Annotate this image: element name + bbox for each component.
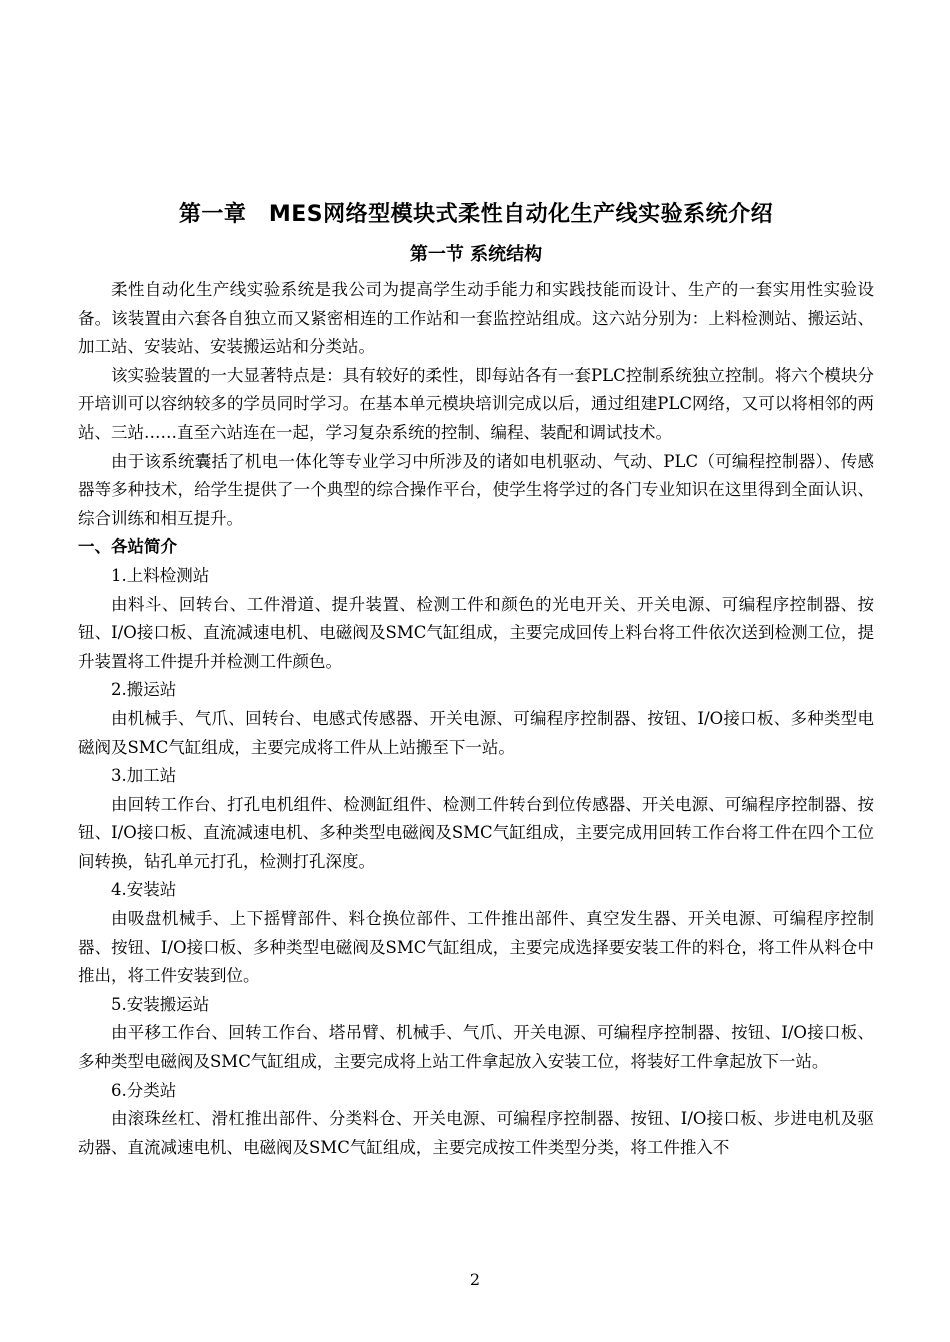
station-title: 6.分类站 bbox=[111, 1080, 177, 1100]
station-description: 由滚珠丝杠、滑杠推出部件、分类料仓、开关电源、可编程序控制器、按钮、I/O接口板、步进电机及驱动器、直流减速电机、电磁阀及SMC气缸组成，主要完成按工件类型分类，将工件推入不 bbox=[78, 1109, 874, 1157]
station-description: 由吸盘机械手、上下摇臂部件、料仓换位部件、工件推出部件、真空发生器、开关电源、可编程序控制器、按钮、I/O接口板、多种类型电磁阀及SMC气缸组成，主要完成选择要安装工件的料仓，将工件从料仓中推出，将工件安装到位。 bbox=[78, 909, 874, 986]
intro-paragraph: 该实验装置的一大显著特点是：具有较好的柔性，即每站各有一套PLC控制系统独立控制。将六个模块分开培训可以容纳较多的学员同时学习。在基本单元模块培训完成以后，通过组建PLC网络，又可以将相邻的两站、三站……直至六站连在一起，学习复杂系统的控制、编程、装配和调试技术。 bbox=[78, 365, 874, 442]
station-title: 2.搬运站 bbox=[111, 680, 177, 700]
station-description: 由回转工作台、打孔电机组件、检测缸组件、检测工件转台到位传感器、开关电源、可编程序控制器、按钮、I/O接口板、直流减速电机、多种类型电磁阀及SMC气缸组成，主要完成用回转工作台将工件在四个工位间转换，钻孔单元打孔，检测打孔深度。 bbox=[78, 794, 874, 871]
station-description: 由平移工作台、回转工作台、塔吊臂、机械手、气爪、开关电源、可编程序控制器、按钮、I/O接口板、多种类型电磁阀及SMC气缸组成，主要完成将上站工件拿起放入安装工位，将装好工件拿起放下一站。 bbox=[78, 1023, 874, 1072]
station-title: 5.安装搬运站 bbox=[111, 994, 210, 1014]
section-title: 第一节 系统结构 bbox=[409, 244, 543, 265]
chapter-title: 第一章 MES网络型模块式柔性自动化生产线实验系统介绍 bbox=[178, 202, 774, 227]
intro-paragraph: 柔性自动化生产线实验系统是我公司为提高学生动手能力和实践技能而设计、生产的一套实用性实验设备。该装置由六套各自独立而又紧密相连的工作站和一套监控站组成。这六站分别为：上料检测站、搬运站、加工站、安装站、安装搬运站和分类站。 bbox=[78, 280, 874, 357]
station-description: 由料斗、回转台、工件滑道、提升装置、检测工件和颜色的光电开关、开关电源、可编程序控制器、按钮、I/O接口板、直流减速电机、电磁阀及SMC气缸组成，主要完成回传上料台将工件依次送到检测工位，提升装置将工件提升并检测工件颜色。 bbox=[78, 594, 874, 671]
page-number: 2 bbox=[469, 1270, 481, 1289]
document-page bbox=[78, 198, 874, 1162]
station-title: 3.加工站 bbox=[111, 766, 177, 786]
station-title: 1.上料检测站 bbox=[111, 565, 210, 585]
station-description: 由机械手、气爪、回转台、电感式传感器、开关电源、可编程序控制器、按钮、I/O接口板、多种类型电磁阀及SMC气缸组成，主要完成将工件从上站搬至下一站。 bbox=[78, 708, 874, 757]
intro-paragraph: 由于该系统囊括了机电一体化等专业学习中所涉及的诸如电机驱动、气动、PLC（可编程控制器）、传感器等多种技术，给学生提供了一个典型的综合操作平台，使学生将学过的各门专业知识在这里得到全面认识、综合训练和相互提升。 bbox=[78, 451, 874, 528]
station-title: 4.安装站 bbox=[111, 880, 177, 900]
subsection-heading: 一、各站简介 bbox=[78, 537, 177, 557]
